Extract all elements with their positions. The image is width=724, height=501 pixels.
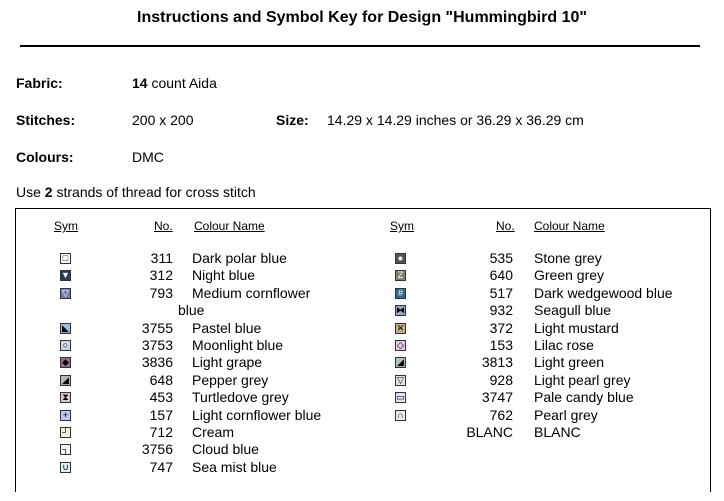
strand-count: 2 <box>44 184 53 200</box>
title-divider <box>20 45 700 47</box>
colour-name: Pale candy blue <box>534 389 634 406</box>
arch-icon: ∩ <box>395 410 406 421</box>
stitches-label: Stitches: <box>16 112 76 128</box>
colour-number: 3755 <box>141 319 173 336</box>
size-label: Size: <box>276 112 309 128</box>
x-icon: ✕ <box>396 322 405 333</box>
colour-name: Light cornflower blue <box>192 406 322 423</box>
colour-number: 312 <box>149 267 173 284</box>
note-post: strands of thread for cross stitch <box>52 184 256 200</box>
fabric-count: 14 <box>132 75 148 91</box>
colour-number: 157 <box>149 406 173 423</box>
colour-name: Cloud blue <box>192 441 259 458</box>
circle-icon: ● <box>395 253 406 264</box>
hourglass-icon: ⧗ <box>60 392 71 403</box>
colour-name: Pastel blue <box>192 319 262 336</box>
colour-name: Lilac rose <box>534 337 594 353</box>
thread-note <box>16 184 256 200</box>
colour-name: Stone grey <box>534 250 602 266</box>
right-sym-header: Sym <box>390 219 414 233</box>
diamond-outline-icon: ◇ <box>395 340 406 351</box>
colour-number: 648 <box>149 371 173 388</box>
colour-name: Light pearl grey <box>534 371 631 388</box>
colour-number: 3836 <box>141 354 173 371</box>
colour-number: 372 <box>489 319 513 336</box>
colours-label: Colours: <box>16 149 74 165</box>
wedge-icon: ◢ <box>60 375 71 386</box>
colour-number: 747 <box>149 458 173 475</box>
colour-number: 932 <box>489 302 513 319</box>
colour-name: Light grape <box>192 354 263 371</box>
colour-name: Dark polar blue <box>192 250 287 266</box>
triangle-down-icon: ▼ <box>61 270 70 281</box>
colour-name: Sea mist blue <box>192 458 277 475</box>
triangle-outline-icon: ▽ <box>395 375 406 386</box>
wedge-green-icon: ◢ <box>395 357 406 368</box>
fabric-label: Fabric: <box>16 75 63 91</box>
colour-name: BLANC <box>534 424 581 440</box>
colour-number: 535 <box>489 250 513 266</box>
colour-number: 640 <box>489 267 513 284</box>
z-letter-icon: Z <box>395 270 406 281</box>
colour-number: 793 <box>149 284 173 301</box>
colour-number: BLANC <box>466 424 513 440</box>
fabric-type: count Aida <box>147 75 217 91</box>
colour-name: Cream <box>192 424 235 440</box>
colour-name: Moonlight blue <box>192 337 284 353</box>
circle-outline-icon: ○ <box>60 340 71 351</box>
colour-number: 311 <box>150 250 173 266</box>
bowtie-icon: ⧓ <box>396 305 405 316</box>
colour-name: Turtledove grey <box>192 389 289 406</box>
left-name-header: Colour Name <box>194 219 265 233</box>
left-sym-header: Sym <box>54 219 78 233</box>
right-no-header: No. <box>496 219 515 233</box>
top-bracket-icon: ┐ <box>60 444 71 455</box>
size-value: 14.29 x 14.29 inches or 36.29 x 36.29 cm <box>327 112 584 128</box>
square-outline-icon: □ <box>60 253 71 264</box>
corner-triangle-icon: ◣ <box>60 323 71 334</box>
colour-number: 712 <box>149 424 173 440</box>
colour-name: Pearl grey <box>534 406 598 423</box>
page-title: Instructions and Symbol Key for Design "Hummingbird 10" <box>137 9 587 26</box>
colour-name: Dark wedgewood blue <box>534 284 673 301</box>
colour-number: 3813 <box>481 354 513 371</box>
bar-icon: ▭ <box>396 392 405 403</box>
stitches-value: 200 x 200 <box>132 112 194 128</box>
colour-number: 928 <box>489 371 513 388</box>
colour-number: 762 <box>489 406 513 423</box>
colour-name: Green grey <box>534 267 605 284</box>
corner-bracket-icon: ┘ <box>60 427 71 438</box>
plus-icon: + <box>60 410 71 421</box>
colour-number: 3756 <box>141 441 173 458</box>
cup-icon: ∪ <box>60 462 71 473</box>
hash-icon: # <box>395 288 406 299</box>
colour-name: Seagull blue <box>534 302 612 319</box>
colours-value: DMC <box>132 149 164 165</box>
colour-name: Night blue <box>192 267 256 284</box>
colour-number: 453 <box>149 389 173 406</box>
fabric-value <box>132 75 217 91</box>
colour-name-wrap: blue <box>178 302 205 319</box>
colour-name: Light mustard <box>534 319 619 336</box>
colour-name: Medium cornflower <box>192 284 311 301</box>
left-no-header: No. <box>154 219 173 233</box>
triangle-down-outline-icon: ▽ <box>60 288 71 299</box>
note-pre: Use <box>16 184 45 200</box>
colour-number: 3753 <box>141 337 173 353</box>
colour-number: 517 <box>489 284 513 301</box>
colour-number: 153 <box>489 337 513 353</box>
right-name-header: Colour Name <box>534 219 605 233</box>
colour-name: Light green <box>534 354 605 371</box>
colour-number: 3747 <box>481 389 513 406</box>
colour-name: Pepper grey <box>192 371 269 388</box>
diamond-icon: ◆ <box>60 357 71 368</box>
